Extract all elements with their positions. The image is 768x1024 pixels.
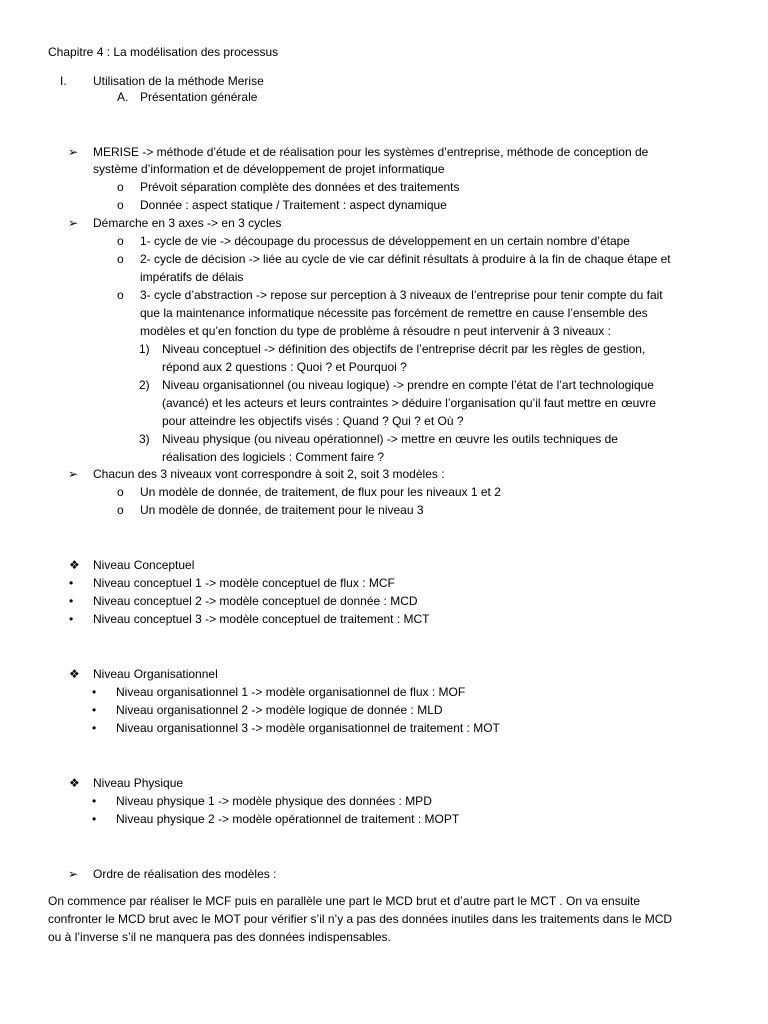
level-2-line-2: (avancé) et les acteurs et leurs contraintes > déduire l’organisation qu’il faut mettre en œuvre <box>162 396 656 410</box>
roman-numeral: I. <box>60 74 67 88</box>
organisationnel-item: Niveau organisationnel 2 -> modèle logique de donnée : MLD <box>116 703 443 717</box>
dot-bullet-icon: • <box>69 612 74 626</box>
dot-bullet-icon: • <box>92 721 97 735</box>
level-2-line-3: pour atteindre les objectifs visés : Quand ? Qui ? et Où ? <box>162 414 464 428</box>
cycle-2-line-1: 2- cycle de décision -> liée au cycle de vie car définit résultats à produire à la fin de chaque étape et <box>140 252 671 266</box>
circle-bullet-icon: o <box>117 180 124 194</box>
conceptuel-item: Niveau conceptuel 2 -> modèle conceptuel de donnée : MCD <box>93 594 418 608</box>
dot-bullet-icon: • <box>92 812 97 826</box>
circle-bullet-icon: o <box>117 503 124 517</box>
diamond-bullet-icon: ❖ <box>69 667 80 681</box>
dot-bullet-icon: • <box>69 594 74 608</box>
subsection-heading: Présentation générale <box>140 90 258 104</box>
level-3-line-2: réalisation des logiciels : Comment faire ? <box>162 450 385 464</box>
conclusion-line-2: confronter le MCD brut avec le MOT pour vérifier s’il n’y a pas des données inutiles dans les traitements dans le MCD <box>48 912 673 926</box>
level-1-line-2: répond aux 2 questions : Quoi ? et Pourquoi ? <box>162 360 407 374</box>
level-number: 1) <box>139 342 150 356</box>
chacun-item: Un modèle de donnée, de traitement pour le niveau 3 <box>140 503 424 517</box>
organisationnel-item: Niveau organisationnel 1 -> modèle organisationnel de flux : MOF <box>116 685 466 699</box>
section-heading: Utilisation de la méthode Merise <box>93 74 264 88</box>
chacun-item: Un modèle de donnée, de traitement, de flux pour les niveaux 1 et 2 <box>140 485 501 499</box>
physique-title: Niveau Physique <box>93 776 184 790</box>
cycle-2-line-2: impératifs de délais <box>140 270 244 284</box>
diamond-bullet-icon: ❖ <box>69 558 80 572</box>
level-number: 2) <box>139 378 150 392</box>
dot-bullet-icon: • <box>92 794 97 808</box>
conceptuel-item: Niveau conceptuel 3 -> modèle conceptuel de traitement : MCT <box>93 612 430 626</box>
merise-line-2: système d’information et de développement de projet informatique <box>93 162 445 176</box>
physique-item: Niveau physique 2 -> modèle opérationnel de traitement : MOPT <box>116 812 460 826</box>
dot-bullet-icon: • <box>92 703 97 717</box>
letter-marker: A. <box>117 90 129 104</box>
organisationnel-item: Niveau organisationnel 3 -> modèle organisationnel de traitement : MOT <box>116 721 500 735</box>
conceptuel-item: Niveau conceptuel 1 -> modèle conceptuel de flux : MCF <box>93 576 395 590</box>
cycle-3-line-3: modèles et qu’en fonction du type de problème à résoudre n peut intervenir à 3 niveaux : <box>140 324 611 338</box>
cycle-3-line-2: que la maintenance informatique nécessite pas forcément de remettre en cause l’ensemble des <box>140 306 648 320</box>
merise-subitem: Donnée : aspect statique / Traitement : aspect dynamique <box>140 198 447 212</box>
conclusion-line-3: ou à l’inverse s’il ne manquera pas des données indispensables. <box>48 930 391 944</box>
arrow-bullet-icon: ➢ <box>68 145 79 159</box>
level-3-line-1: Niveau physique (ou niveau opérationnel) -> mettre en œuvre les outils techniques de <box>162 432 618 446</box>
dot-bullet-icon: • <box>69 576 74 590</box>
dot-bullet-icon: • <box>92 685 97 699</box>
circle-bullet-icon: o <box>117 234 124 248</box>
chacun-text: Chacun des 3 niveaux vont correspondre à soit 2, soit 3 modèles : <box>93 467 445 481</box>
cycle-3-line-1: 3- cycle d’abstraction -> repose sur perception à 3 niveaux de l’entreprise pour tenir compte du fait <box>140 288 663 302</box>
conceptuel-title: Niveau Conceptuel <box>93 558 195 572</box>
level-number: 3) <box>139 432 150 446</box>
arrow-bullet-icon: ➢ <box>68 467 79 481</box>
ordre-text: Ordre de réalisation des modèles : <box>93 867 277 881</box>
chapter-title: Chapitre 4 : La modélisation des processus <box>48 45 279 59</box>
diamond-bullet-icon: ❖ <box>69 776 80 790</box>
cycle-1: 1- cycle de vie -> découpage du processus de développement en un certain nombre d’étape <box>140 234 630 248</box>
organisationnel-title: Niveau Organisationnel <box>93 667 218 681</box>
circle-bullet-icon: o <box>117 198 124 212</box>
arrow-bullet-icon: ➢ <box>68 216 79 230</box>
level-1-line-1: Niveau conceptuel -> définition des objectifs de l’entreprise décrit par les règles de gestion, <box>162 342 646 356</box>
conclusion-line-1: On commence par réaliser le MCF puis en parallèle une part le MCD brut et d’autre part le MCT . On va ensuite <box>48 894 641 908</box>
arrow-bullet-icon: ➢ <box>68 867 79 881</box>
physique-item: Niveau physique 1 -> modèle physique des données : MPD <box>116 794 432 808</box>
circle-bullet-icon: o <box>117 252 124 266</box>
merise-line-1: MERISE -> méthode d’étude et de réalisation pour les systèmes d’entreprise, méthode de conception de <box>93 145 649 159</box>
circle-bullet-icon: o <box>117 485 124 499</box>
merise-subitem: Prévoit séparation complète des données et des traitements <box>140 180 460 194</box>
circle-bullet-icon: o <box>117 288 124 302</box>
level-2-line-1: Niveau organisationnel (ou niveau logique) -> prendre en compte l’état de l’art technologique <box>162 378 654 392</box>
demarche-text: Démarche en 3 axes -> en 3 cycles <box>93 216 282 230</box>
